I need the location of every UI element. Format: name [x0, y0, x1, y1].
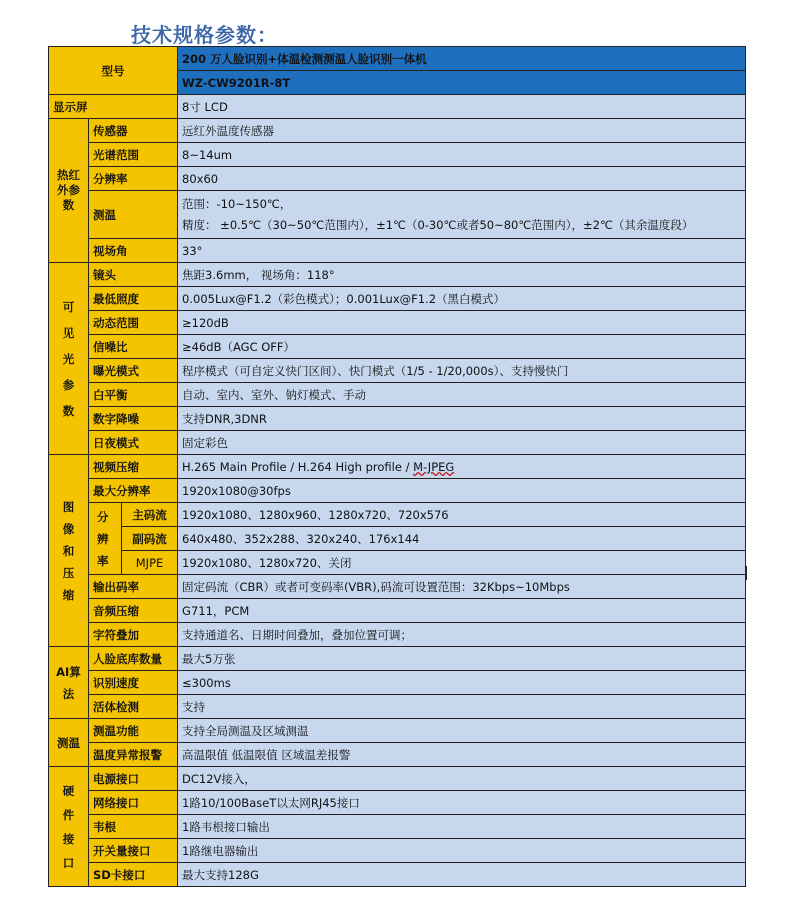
- table-row: [49, 383, 746, 407]
- spec-label: 人脸底库数量: [89, 647, 178, 671]
- spec-label: 音频压缩: [89, 599, 178, 623]
- spec-value: 1920x1080、1280x960、1280x720、720x576: [178, 503, 746, 527]
- table-row: [49, 431, 746, 455]
- spec-value: 自动、室内、室外、钠灯模式、手动: [178, 383, 746, 407]
- table-row: [49, 839, 746, 863]
- thermal-category: 热红外参数: [49, 119, 89, 263]
- table-row: [49, 767, 746, 791]
- spec-label: 开关量接口: [89, 839, 178, 863]
- spec-label: SD卡接口: [89, 863, 178, 887]
- table-row: [49, 527, 746, 551]
- spec-value: [178, 191, 746, 239]
- model-code: WZ-CW9201R-8T: [178, 71, 746, 95]
- spec-value: 1路10/100BaseT以太网RJ45接口: [178, 791, 746, 815]
- spec-label: 网络接口: [89, 791, 178, 815]
- spec-label: 光谱范围: [89, 143, 178, 167]
- table-row: [49, 167, 746, 191]
- spec-value: G711，PCM: [178, 599, 746, 623]
- spec-value: 最大支持128G: [178, 863, 746, 887]
- spec-value: ≥46dB（AGC OFF）: [178, 335, 746, 359]
- spec-value: 远红外温度传感器: [178, 119, 746, 143]
- spec-value: ≥120dB: [178, 311, 746, 335]
- spec-label: 最低照度: [89, 287, 178, 311]
- spec-label: 视场角: [89, 239, 178, 263]
- visible-category: 可见光参数: [49, 263, 89, 455]
- table-row: [49, 335, 746, 359]
- spec-value: 支持全局测温及区域测温: [178, 719, 746, 743]
- table-row: [49, 671, 746, 695]
- spec-label: MJPE: [122, 551, 178, 575]
- spec-label: 视频压缩: [89, 455, 178, 479]
- spec-label: 最大分辨率: [89, 479, 178, 503]
- table-row: [49, 311, 746, 335]
- spec-label: 温度异常报警: [89, 743, 178, 767]
- table-row: [49, 191, 746, 239]
- table-row: [49, 263, 746, 287]
- text-cursor-mark: [745, 566, 747, 580]
- spec-label: 主码流: [122, 503, 178, 527]
- spec-value: [178, 455, 746, 479]
- spec-label: 测温: [89, 191, 178, 239]
- spec-label: 副码流: [122, 527, 178, 551]
- spec-value: 0.005Lux@F1.2（彩色模式）；0.001Lux@F1.2（黑白模式）: [178, 287, 746, 311]
- table-row: [49, 575, 746, 599]
- table-row: [49, 119, 746, 143]
- table-row: [49, 359, 746, 383]
- spec-value: 1920x1080@30fps: [178, 479, 746, 503]
- temp-category: 测温: [49, 719, 89, 767]
- page-title: 技术规格参数：: [131, 23, 278, 47]
- table-row: [49, 503, 746, 527]
- spec-value: 支持: [178, 695, 746, 719]
- spec-label: 电源接口: [89, 767, 178, 791]
- table-row: [49, 695, 746, 719]
- spec-value: 支持DNR,3DNR: [178, 407, 746, 431]
- display-value: 8寸 LCD: [178, 95, 746, 119]
- table-row: [49, 863, 746, 887]
- codec-text: H.265 Main Profile / H.264 High profile /: [182, 459, 414, 474]
- spec-value: 程序模式（可自定义快门区间）、快门模式（1/5 - 1/20,000s）、支持慢快门: [178, 359, 746, 383]
- spec-label: 白平衡: [89, 383, 178, 407]
- spec-label: 数字降噪: [89, 407, 178, 431]
- table-row: [49, 815, 746, 839]
- table-row: [49, 239, 746, 263]
- table-row: [49, 479, 746, 503]
- spec-value: DC12V接入，: [178, 767, 746, 791]
- hw-category: 硬件接口: [49, 767, 89, 887]
- table-row: [49, 647, 746, 671]
- table-row: [49, 599, 746, 623]
- table-row: [49, 407, 746, 431]
- spec-value: 80x60: [178, 167, 746, 191]
- table-row: [49, 719, 746, 743]
- spec-label: 分辨率: [89, 167, 178, 191]
- spec-value: 1920x1080、1280x720、关闭: [178, 551, 746, 575]
- table-row: [49, 623, 746, 647]
- table-row: [49, 551, 746, 575]
- spec-value: 焦距3.6mm， 视场角：118°: [178, 263, 746, 287]
- spec-value: 固定码流（CBR）或者可变码率(VBR),码流可设置范围：32Kbps~10Mbps: [178, 575, 746, 599]
- display-label: 显示屏: [49, 95, 178, 119]
- spec-label: 镜头: [89, 263, 178, 287]
- spec-label: 韦根: [89, 815, 178, 839]
- spec-value: 1路继电器输出: [178, 839, 746, 863]
- codec-mjpeg-text: M-JPEG: [413, 459, 455, 474]
- spec-value: 8~14um: [178, 143, 746, 167]
- table-row: [49, 791, 746, 815]
- spec-value: 1路韦根接口输出: [178, 815, 746, 839]
- table-row: [49, 743, 746, 767]
- spec-value: 33°: [178, 239, 746, 263]
- spec-label: 字符叠加: [89, 623, 178, 647]
- spec-value: ≤300ms: [178, 671, 746, 695]
- table-row: [49, 287, 746, 311]
- spec-label: 曝光模式: [89, 359, 178, 383]
- model-name: 200 万人脸识别+体温检测测温人脸识别一体机: [178, 47, 746, 71]
- spec-value: 高温限值 低温限值 区域温差报警: [178, 743, 746, 767]
- image-category: 图像和压缩: [49, 455, 89, 647]
- spec-value: 支持通道名、日期时间叠加，叠加位置可调；: [178, 623, 746, 647]
- spec-label: 传感器: [89, 119, 178, 143]
- table-row: [49, 95, 746, 119]
- spec-label: 识别速度: [89, 671, 178, 695]
- temp-range-text: 范围：-10~150℃，: [182, 196, 292, 211]
- spec-label: 动态范围: [89, 311, 178, 335]
- spec-label: 输出码率: [89, 575, 178, 599]
- table-row: [49, 143, 746, 167]
- ai-category: AI算法: [49, 647, 89, 719]
- spec-table: [48, 46, 746, 887]
- spec-label: 信噪比: [89, 335, 178, 359]
- spec-value: 最大5万张: [178, 647, 746, 671]
- spec-value: 640x480、352x288、320x240、176x144: [178, 527, 746, 551]
- table-row: [49, 455, 746, 479]
- spec-label: 日夜模式: [89, 431, 178, 455]
- resolution-group-label: 分辨率: [89, 503, 122, 575]
- table-row: [49, 47, 746, 71]
- temp-accuracy-text: 精度： ±0.5℃（30~50℃范围内），±1℃（0-30℃或者50~80℃范围内），±2℃（其余温度段）: [182, 217, 694, 232]
- spec-label: 测温功能: [89, 719, 178, 743]
- spec-value: 固定彩色: [178, 431, 746, 455]
- model-label: 型号: [49, 47, 178, 95]
- spec-label: 活体检测: [89, 695, 178, 719]
